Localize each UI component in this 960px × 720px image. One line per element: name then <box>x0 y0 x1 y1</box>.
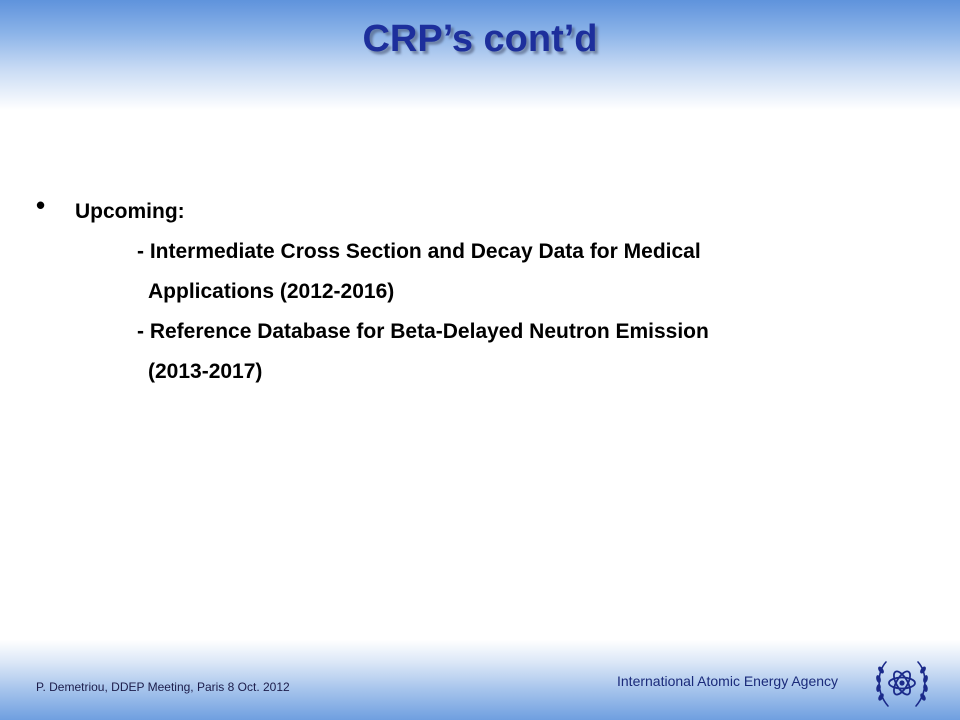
iaea-emblem-icon <box>872 654 932 712</box>
footer-author-meeting: P. Demetriou, DDEP Meeting, Paris 8 Oct. 2012 <box>36 680 290 694</box>
sub-item-2-line-2: (2013-2017) <box>148 360 263 383</box>
slide-title: CRP’s cont’d <box>362 18 598 60</box>
sub-item-2-line-1: - Reference Database for Beta-Delayed Neutron Emission <box>137 320 709 343</box>
sub-item-1-line-2: Applications (2012-2016) <box>148 280 395 303</box>
slide-body <box>36 192 916 392</box>
bullet-label: Upcoming: <box>75 200 185 223</box>
footer-organization-name: International Atomic Energy Agency <box>617 673 839 689</box>
bullet-marker: • <box>36 190 46 220</box>
sub-item-1-line-1: - Intermediate Cross Section and Decay Data for Medical <box>137 240 701 263</box>
bullet-item <box>36 192 916 232</box>
